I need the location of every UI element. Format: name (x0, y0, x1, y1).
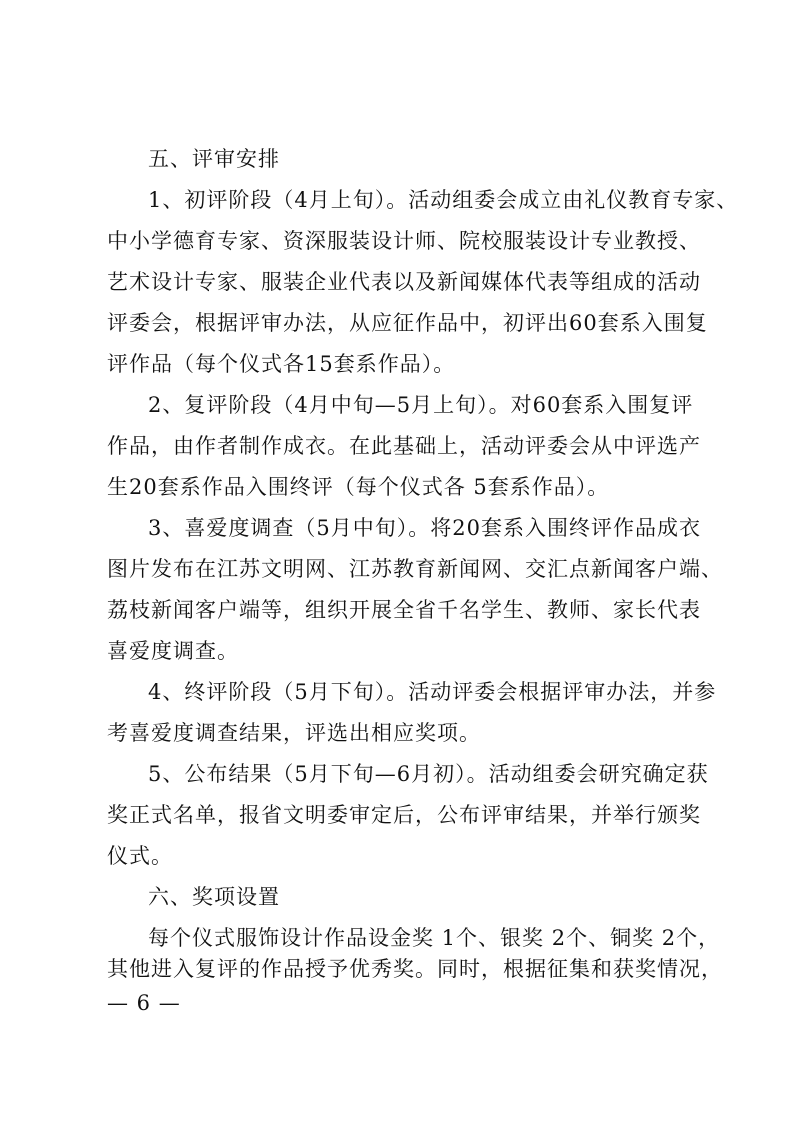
paragraph-line: 中小学德育专家、资深服装设计师、院校服装设计专业教授、 (107, 229, 701, 253)
paragraph-line: 2、复评阶段（4月中旬—5月上旬）。对60套系入围复评 (148, 393, 694, 417)
paragraph-line: 奖正式名单，报省文明委审定后，公布评审结果，并举行颁奖 (107, 803, 701, 827)
paragraph-line: 4、终评阶段（5月下旬）。活动评委会根据评审办法，并参 (148, 680, 717, 704)
paragraph-line: 1、初评阶段（4月上旬）。活动组委会成立由礼仪教育专家、 (148, 188, 739, 212)
paragraph-line: 荔枝新闻客户端等，组织开展全省千名学生、教师、家长代表 (107, 598, 701, 622)
paragraph-line: 考喜爱度调查结果，评选出相应奖项。 (107, 721, 481, 745)
paragraph-line: 艺术设计专家、服装企业代表以及新闻媒体代表等组成的活动 (107, 270, 701, 294)
paragraph-line: 图片发布在江苏文明网、江苏教育新闻网、交汇点新闻客户端、 (107, 557, 723, 581)
paragraph-line: 评委会，根据评审办法，从应征作品中，初评出60套系入围复 (107, 311, 708, 335)
paragraph-line: 每个仪式服饰设计作品设金奖 1个、银奖 2个、铜奖 2个， (148, 926, 721, 950)
paragraph-line: 评作品（每个仪式各15套系作品）。 (107, 352, 456, 376)
paragraph-line: 其他进入复评的作品授予优秀奖。同时，根据征集和获奖情况， (107, 957, 723, 981)
paragraph-line: 喜爱度调查。 (107, 639, 239, 663)
section-heading-review: 五、评审安排 (148, 147, 280, 171)
paragraph-line: 5、公布结果（5月下旬—6月初）。活动组委会研究确定获 (148, 762, 709, 786)
paragraph-line: 仪式。 (107, 844, 173, 868)
section-heading-awards: 六、奖项设置 (148, 885, 280, 909)
paragraph-line: 生20套系作品入围终评（每个仪式各 5套系作品）。 (107, 475, 610, 499)
page-number: — 6 — (107, 991, 181, 1015)
paragraph-line: 作品，由作者制作成衣。在此基础上，活动评委会从中评选产 (107, 434, 701, 458)
paragraph-line: 3、喜爱度调查（5月中旬）。将20套系入围终评作品成衣 (148, 516, 701, 540)
